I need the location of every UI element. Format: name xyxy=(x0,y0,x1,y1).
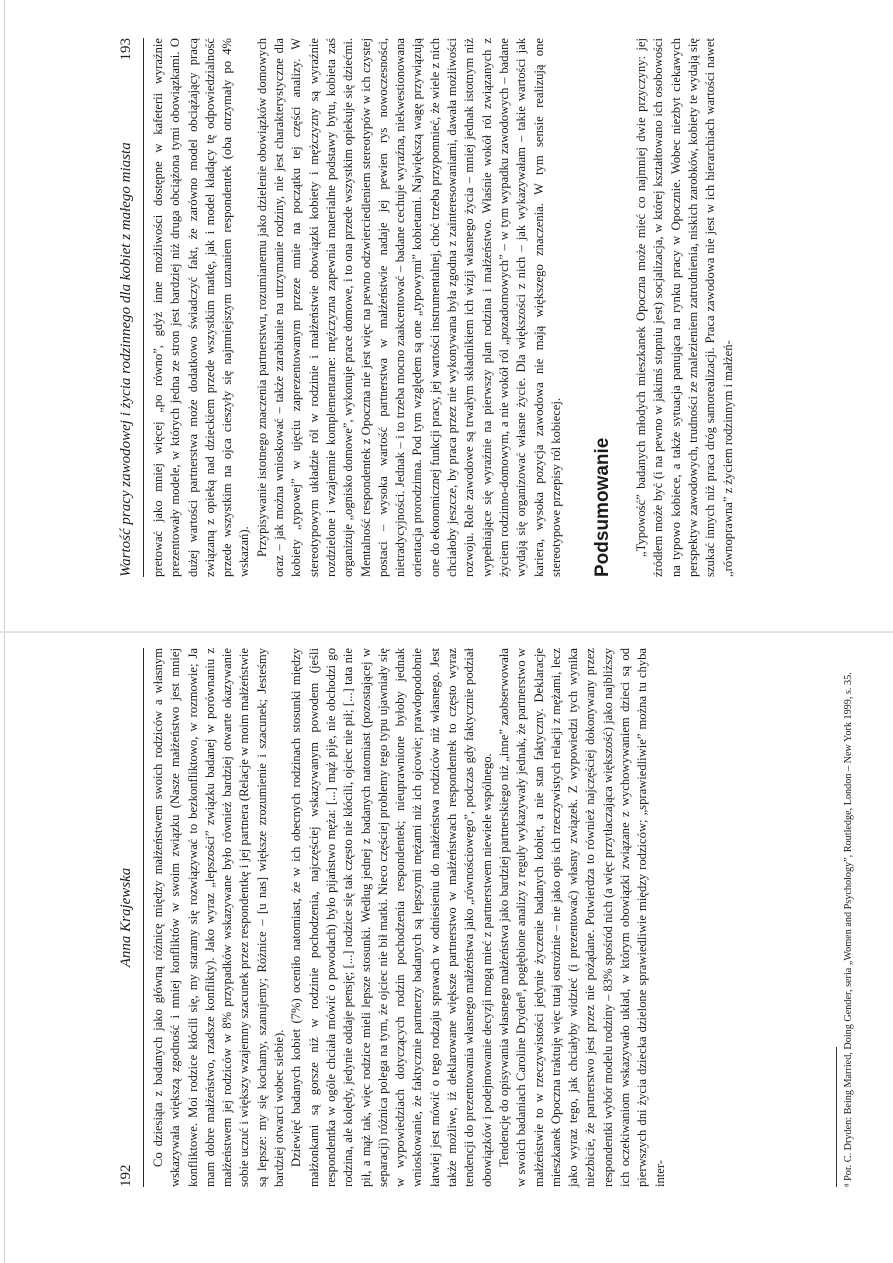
page-body xyxy=(150,38,737,577)
header-rule xyxy=(143,648,144,1187)
page-header xyxy=(118,648,144,1187)
page-192 xyxy=(0,638,893,1223)
book-gutter xyxy=(0,631,893,633)
page-header xyxy=(118,38,144,577)
section-heading: Podsumowanie xyxy=(592,437,614,577)
running-head: Wartość pracy zawodowej i życia rodzinnego dla kobiet z małego miasta xyxy=(118,142,134,577)
running-head: Anna Krajewska xyxy=(118,867,134,968)
paragraph: Co dziesiąta z badanych jako główną różnicę między małżeństwem swoich rodziców a własnym wskazywała większą zgodność i mniej konfliktów w swoim związku (Nasze małżeństwo jest mniej konfliktowe. Moi rodzice kłócili się, my staramy się rozwiązywać to bezkonfliktowo, w rozmowie; Ja mam dobre małżeństwo, rzadsze konflikty). Jako wyraz „lepszości” związku badanej w porównaniu z małżeństwem jej rodziców w 8% przypadków wskazywane było również bardziej otwarte okazywanie sobie uczuć i większy wzajemny szacunek przez respondentkę i jej partnera (Relacje w moim małżeństwie są lepsze: my się kochamy, szanujemy; Różnice – [u nas] większe zrozumienie i szacunek; Jesteśmy bardziej otwarci wobec siebie). xyxy=(151,648,287,1187)
paragraph: pretować jako mniej więcej „po równo”, gdyż inne możliwości dostępne w kafeterii wyraźnie prezentowały modele, w których jedna ze stron jest bardziej niż druga obciążona tymi obowiązkami. O dużej wartości partnerstwa może dodatkowo świadczyć fakt, że zarówno model obciążający pracą związaną z opieką nad dzieckiem przede wszystkim matkę, jak i model kładący tę odpowiedzialność przede wszystkim na ojca cieszyły się najmniejszym uznaniem respondentek (oba otrzymały po 4% wskazań). xyxy=(151,38,252,577)
paragraph: „Typowość” badanych młodych mieszkanek Opoczna może mieć co najmniej dwie przyczyny: jej źródłem może być (i na pewno w jakimś stopniu jest) socjalizacja, w której kształtowano ich osobowości na typowo kobiece, a także sytuacja panująca na rynku pracy w Opocznie. Wobec niezbyt ciekawych perspektyw zawodowych, trudności ze znalezieniem zatrudnienia, niskich zarobków, kobiety te wydają się szukać innych niż praca dróg samorealizacji. Praca zawodowa nie jest w ich hierarchiach wartości nawet „równoprawna” z życiem rodzinnym i małżeń- xyxy=(634,38,735,577)
page-number: 192 xyxy=(118,1164,134,1187)
paragraph: Tendencję do opisywania własnego małżeństwa jako bardziej partnerskiego niż „inne” zaobserwowała w swoich badaniach Caroline Dryden⁸, pogłębione analizy z reguły wykazywały jednak, że partnerstwo w małżeństwie to w rzeczywistości jedynie życzenie badanych kobiet, a nie stan faktyczny. Deklaracje mieszkanek Opoczna traktuję więc tutaj ostrożnie – nie jako opis ich rzeczywistych relacji z mężami, lecz jako wyraz tego, jak chciałyby widzieć (i prezentować) własny związek. Z wypowiedzi tych wynika niezbicie, że partnerstwo jest przez nie pożądane. Potwierdza to również najczęściej dokonywany przez respondentki wybór modelu rodziny – 83% spośród nich (a więc przytłaczająca większość) jako najbliższy ich oczekiwaniom wskazywało układ, w którym obowiązki związane z wychowywaniem dzieci są od pierwszych dni życia dziecka dzielone sprawiedliwie między rodziców; „sprawiedliwie” można tu chyba inter- xyxy=(496,648,667,1187)
page-193 xyxy=(0,28,893,613)
footnote: ⁸ Por. C. Dryden: Being Married, Doing Gender, seria „Women and Psychology”, Routledge, London – New York 1999, s. 35. xyxy=(843,672,854,1187)
paragraph: Przypisywanie istotnego znaczenia partnerstwu, rozumianemu jako dzielenie obowiązków domowych oraz – jak można wnioskować – także zarabianie na utrzymanie rodziny, nie jest charakterystyczne dla kobiety „typowej” w ujęciu zaprezentowanym przeze mnie na początku tej części analizy. W stereotypowym układzie ról w rodzinie i małżeństwie obowiązki kobiety i mężczyzny są wyraźnie rozdzielone i wzajemnie komplementarne: mężczyzna zapewnia materialne podstawy bytu, kobieta zaś organizuje „ognisko domowe”, wykonuje prace domowe, i to ona przede wszystkim opiekuje się dziećmi. Mentalność respondentek z Opoczna nie jest więc na pewno odzwierciedleniem stereotypów w ich czystej postaci – wysoka wartość partnerstwa w małżeństwie nadaje jej pewien rys nowoczesności, nietradycyjności. Jednak – i to trzeba mocno zaakcentować – badane cechuje wyraźna, niekwestionowana orientacja prorodzinna. Pod tym względem są one „typowymi” kobietami. Największą wagę przywiązują one do ekonomicznej funkcji pracy, jej wartości instrumentalnej, choć trzeba przypomnieć, że wiele z nich chciałoby jeszcze, by praca przez nie wykonywana była zgodna z zainteresowaniami, dawała możliwości rozwoju. Role zawodowe są trwałym składnikiem ich wizji własnego życia – mniej jednak istotnym niż wypełniające się wyraźnie na pierwszy plan rodzina i małżeństwo. Właśnie wokół ról związanych z życiem rodzinno-domowym, a nie wokół ról „pozadomowych” – w tym wypadku zawodowych – badane wydają się organizować własne życie. Dla większości z nich – jak wykazywałam – takie wartości jak kariera, wysoka pozycja zawodowa nie mają większego znaczenia. W tym sensie realizują one stereotypowe przepisy ról kobiecej. xyxy=(254,38,563,577)
footnote-rule xyxy=(836,1047,837,1187)
page-number: 193 xyxy=(118,38,134,61)
page-body xyxy=(150,648,669,1187)
header-rule xyxy=(143,38,144,577)
paragraph: Dziewięć badanych kobiet (7%) oceniło natomiast, że w ich obecnych rodzinach stosunki między małżonkami są gorsze niż w rodzinie pochodzenia, najczęściej wskazywanym powodem (jeśli respondentka w ogóle chciała mówić o powodach) było pijaństwo męża: [...] mąż pije, nie obchodzi go rodzina, ale kolędy, jedynie oddaje pensję; [...] rodzice się tak często nie kłócili, ojciec nie pił; [...] tata nie pił, a mąż tak, więc rodzice mieli lepsze stosunki. Według jednej z badanych natomiast (pozostającej w separacji) różnica polega na tym, że ojciec nie bił matki. Nieco częściej problemy tego typu ujawniały się w wypowiedziach dotyczących rodzin pochodzenia respondentek; nieuprawnione byłoby jednak wnioskowanie, że faktycznie partnerzy badanych są lepszymi mężami niż ich ojcowie; prawdopodobnie łatwiej jest mówić o tego rodzaju sprawach w odniesieniu do małżeństwa rodziców niż własnego. Jest także możliwe, iż deklarowane większe partnerstwo w małżeństwach respondentek to często wyraz tendencji do prezentowania własnego małżeństwa jako „równościowego”, podczas gdy faktycznie podział obowiązków i podejmowanie decyzji mogą mieć z partnerstwem niewiele wspólnego. xyxy=(289,648,494,1187)
